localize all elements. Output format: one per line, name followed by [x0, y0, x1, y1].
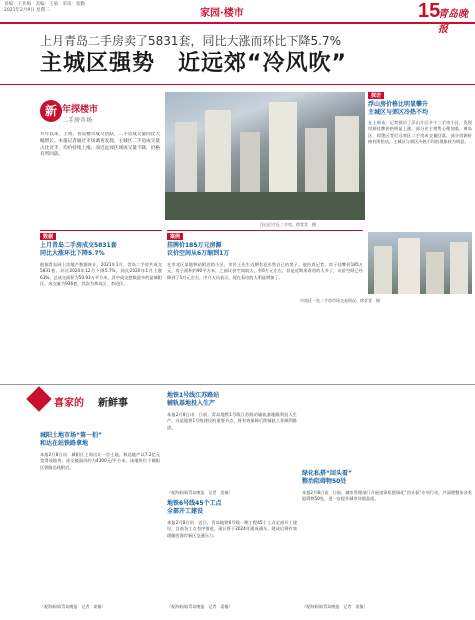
building — [175, 122, 197, 202]
building — [426, 252, 444, 294]
badge-sub: 二手房市场 — [62, 117, 93, 124]
section-title: 挂牌价185万元房源 议价空间从6万缩到1万 — [167, 242, 230, 257]
section-title: 上月青岛二手房成交5831套 同比大涨环比下降5.7% — [40, 242, 117, 257]
divider — [0, 384, 475, 385]
tree-line — [165, 192, 365, 220]
lead-kicker: 上月青岛二手房卖了5831套，同比大涨而环比下降5.7% — [40, 34, 342, 48]
section-tag: 家园·楼市 — [200, 8, 244, 19]
byline: （观海新闻/青岛晚报 记者 姜楠） — [302, 604, 368, 609]
photo-caption: 市南区一处二手房市场交易情况。徐青青 摄 — [300, 298, 380, 303]
section-body: 根据青岛网上房地产数据统计，2021年1月，青岛二手房共成交5831套，环比2020年12月下降5.7%，同比2020年1月上涨63%。总成交面积为50.93万平方米，其中成交套数最多的是城阳区，成交量为936套，其次为黄岛区、李沧区。 — [40, 262, 162, 287]
divider — [167, 230, 363, 231]
news-title: 绿化私搭“回头看” 整治阻碍物50处 — [302, 470, 352, 485]
header-meta-line: 2021年2月9日 星期二 — [4, 8, 50, 13]
byline: （观海新闻/青岛晚报 记者 姜楠） — [40, 604, 106, 609]
news-column-header — [30, 388, 162, 428]
news-body: 本报2月8日讯 近日，青岛地铁6号线一期工程45个工点全部开工建设，目前各工点有序推进，预计将于2024年建成通车，建成后将有效缓解西海岸新区交通压力。 — [167, 520, 297, 538]
sidebar-title: 浮山房价格比明显攀升 主城区与郊区冷热不均 — [368, 101, 429, 116]
column-title: 新鲜事 — [98, 398, 128, 409]
building — [205, 110, 231, 205]
badge-circle: 新 — [40, 100, 62, 122]
section-label: 案例 — [167, 233, 183, 240]
house-icon — [26, 386, 51, 411]
building — [374, 246, 392, 294]
news-title: 地铁6号线45个工点 全部开工建设 — [167, 500, 222, 515]
sidebar-body: 在上周末，记者探访了浮山片区多个二手房小区，发现房源挂牌价格明显上涨，部分业主惜售心理加重。黄岛区、即墨区等近远郊区二手房成交量回落，部分房源价格有所松动，主城区与郊区冷热不均的现象较为明显。 — [368, 120, 472, 145]
news-body: 本报2月8日讯 城阳区上周出让一宗土地，和达地产以7.2亿元竞得该地块，成交楼面价约为4300元/平方米，该地块位于城阳区铁路沿线附近。 — [40, 452, 160, 470]
news-title: 地铁1号线江苏路站 辅轨基地投入生产 — [167, 392, 220, 407]
byline: （观海新闻/青岛晚报 记者 姜楠） — [167, 604, 233, 609]
byline: （观海新闻/青岛晚报 记者 姜楠） — [167, 490, 233, 495]
badge-main: 年探楼市 — [62, 105, 99, 115]
header-meta — [4, 2, 154, 14]
section-label: 数据 — [40, 233, 56, 240]
page-number: 15 — [418, 0, 441, 22]
news-title: 城阳土地市场“第一拍” 和达在站铁路拿地 — [40, 432, 102, 447]
column-name: 喜家的 — [54, 398, 84, 409]
page-title: 主城区强势 近远郊“冷风吹” — [40, 51, 347, 76]
intro-text: 开年以来，上周、青岛楼市成交活跃，二手房成交量同比大幅增长。本报记者通过市场调查发现，主城区二手房成交量占比近半，均价持续上涨，而近远郊区域成交量下降，价格有所回落。 — [40, 132, 160, 158]
building — [398, 238, 420, 294]
paper-logo: 青岛晚报 — [438, 9, 468, 35]
news-body: 本报2月8日讯 日前，城市管理部门开展违章私搭绿化“回头看”专项行动，共清理整治各类阻碍物50处，进一步提升城市环境品质。 — [302, 490, 472, 502]
building — [450, 242, 468, 294]
divider — [40, 230, 162, 231]
news-photo — [368, 232, 472, 294]
section-body: 在市北区某地铁站附近的小区，市民王先生近期有意出售自己的房子。他告诉记者，房子挂牌价185万元，房子面积约90平方米，之前议价空间较大，有6万元左右，但是近期来看房的人多了，议价空间已经降到了1万元左右。中介人员表示，现在看房的人明显增加了。 — [167, 262, 363, 280]
divider — [0, 84, 475, 85]
news-photo — [165, 92, 365, 220]
photo-caption: 浮山后片区二手房。徐青青 摄 — [260, 222, 316, 227]
sidebar-label: 探访 — [368, 92, 384, 99]
news-body: 本报2月8日讯 日前，青岛地铁1号线江苏路站辅轨基地顺利投入生产，这是地铁1号线建设的重要节点，将有效保障后续铺轨工作顺利推进。 — [167, 412, 297, 430]
section-badge — [40, 100, 100, 130]
header-meta-line: 青编：王亚梅 美编：王菊 审读：张勤 — [4, 2, 85, 7]
